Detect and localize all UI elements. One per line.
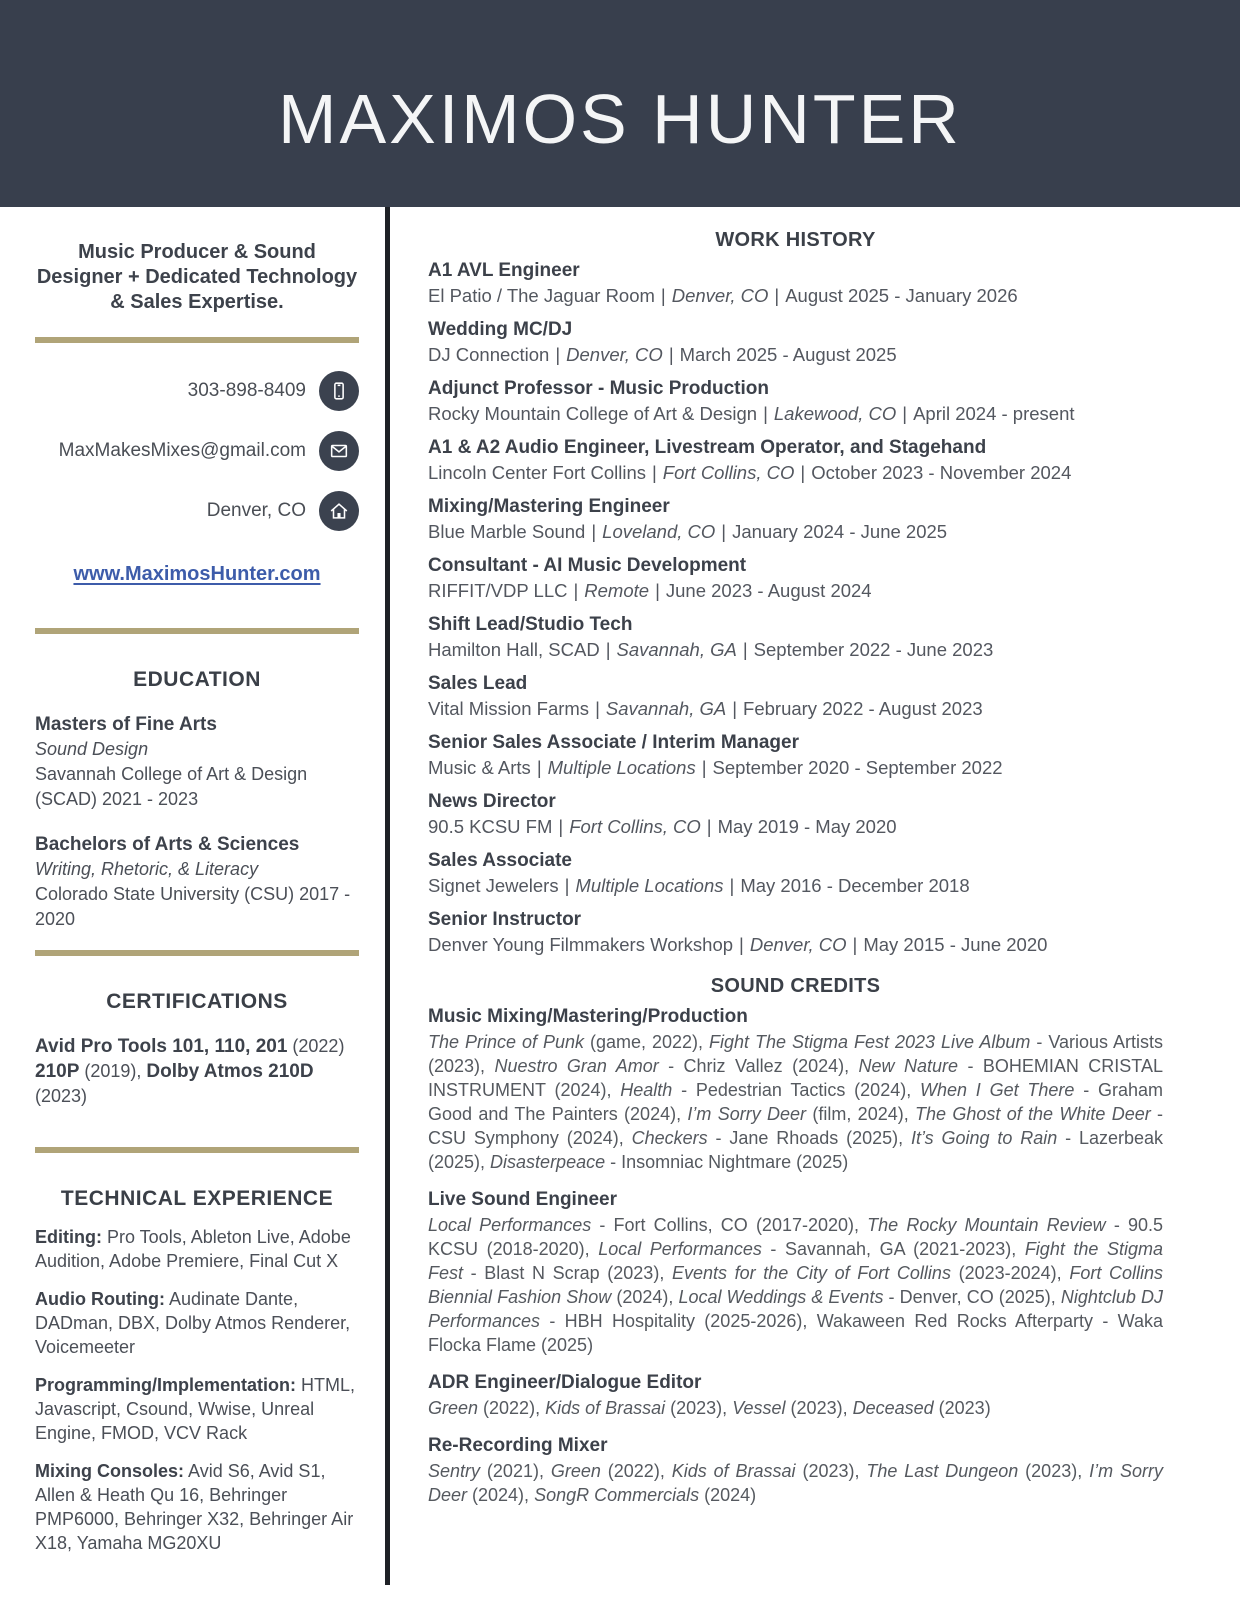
job-title: Senior Instructor (428, 909, 582, 930)
job-org: Vital Mission Farms (428, 698, 590, 719)
degree: Bachelors of Arts & Sciences (35, 834, 300, 855)
job-location: Savannah, GA (605, 698, 727, 719)
job-dates: September 2022 - June 2023 (753, 639, 994, 660)
website-link[interactable]: www.MaximosHunter.com (73, 563, 321, 585)
job-detail (428, 932, 1163, 957)
page-title: MAXIMOS HUNTER (278, 80, 962, 158)
home-icon (319, 491, 359, 531)
job-location: Loveland, CO (602, 521, 716, 542)
separator: | (902, 403, 908, 424)
separator: | (729, 875, 735, 896)
separator: | (721, 521, 727, 542)
credit-title: ADR Engineer/Dialogue Editor (428, 1372, 702, 1393)
job-org: Rocky Mountain College of Art & Design (428, 403, 758, 424)
credit-title: Music Mixing/Mastering/Production (428, 1006, 748, 1027)
tech-item-editing (35, 1225, 359, 1273)
job-entry (428, 671, 1163, 721)
field-of-study: Writing, Rhetoric, & Literacy (35, 859, 259, 879)
job-org: Music & Arts (428, 757, 531, 778)
tech-label: Audio Routing: (35, 1289, 165, 1309)
divider (35, 628, 359, 634)
job-location: Denver, CO (566, 344, 663, 365)
job-detail (428, 873, 1163, 898)
tech-text: Audinate Dante, DADman, DBX, Dolby Atmos Renderer, Voicemeeter (35, 1289, 351, 1357)
job-dates: October 2023 - November 2024 (811, 462, 1072, 483)
job-dates: April 2024 - present (913, 403, 1075, 424)
divider (35, 950, 359, 956)
separator: | (558, 816, 564, 837)
job-title: Wedding MC/DJ (428, 319, 573, 340)
job-detail (428, 519, 1163, 544)
separator: | (660, 285, 666, 306)
job-org: Signet Jewelers (428, 875, 559, 896)
phone-icon (319, 371, 359, 411)
certifications-text: Avid Pro Tools 101, 110, 201 (2022) 210P (2019), Dolby Atmos 210D (2023) (35, 1036, 345, 1106)
separator: | (701, 757, 707, 778)
tech-label: Programming/Implementation: (35, 1375, 297, 1395)
credit-section (428, 1370, 1163, 1420)
separator: | (564, 875, 570, 896)
job-entry (428, 848, 1163, 898)
phone-number: 303-898-8409 (187, 380, 306, 401)
job-entry (428, 553, 1163, 603)
location-text: Denver, CO (206, 500, 306, 521)
sidebar (0, 207, 385, 1585)
job-title: A1 AVL Engineer (428, 260, 580, 281)
separator: | (595, 698, 600, 719)
degree: Masters of Fine Arts (35, 714, 217, 735)
job-entry (428, 789, 1163, 839)
job-dates: March 2025 - August 2025 (679, 344, 897, 365)
job-detail (428, 637, 1163, 662)
job-dates: August 2025 - January 2026 (785, 285, 1018, 306)
job-title: Senior Sales Associate / Interim Manager (428, 732, 799, 753)
sound-credits-heading: SOUND CREDITS (710, 975, 881, 997)
credit-body: Sentry (2021), Green (2022), Kids of Brassai (2023), The Last Dungeon (2023), I’m Sorry Deer (2024), SongR Commercials (2024) (428, 1461, 1163, 1505)
separator: | (651, 462, 657, 483)
contact-list (35, 371, 359, 531)
separator: | (852, 934, 858, 955)
certifications-heading: CERTIFICATIONS (106, 990, 288, 1013)
field-of-study: Sound Design (35, 739, 149, 759)
tech-text: HTML, Javascript, Csound, Wwise, Unreal Engine, FMOD, VCV Rack (35, 1375, 356, 1443)
separator: | (668, 344, 674, 365)
job-entry (428, 258, 1163, 308)
job-org: El Patio / The Jaguar Room (428, 285, 655, 306)
separator: | (774, 285, 780, 306)
tech-label: Mixing Consoles: (35, 1461, 185, 1481)
contact-email (35, 431, 359, 471)
separator: | (739, 934, 744, 955)
credit-section (428, 1187, 1163, 1357)
job-entry (428, 907, 1163, 957)
job-title: Consultant - AI Music Development (428, 555, 747, 576)
separator: | (555, 344, 561, 365)
credit-body: The Prince of Punk (game, 2022), Fight The Stigma Fest 2023 Live Album - Various Artists (2023), Nuestro Gran Amor - Chriz Vallez (2024), New Nature - BOHEMIAN CRISTAL INSTRUMENT (2024), Health - Pedestrian Tactics (2024), When I Get There - Graham Good and The Painters (2024), I’m Sorry Deer (film, 2024), The Ghost of the White Deer - CSU Symphony (2024), Checkers - Jane Rhoads (2025), It’s Going to Rain - Lazerbeak (2025), Disasterpeace - Insomniac Nightmare (2025) (428, 1032, 1164, 1172)
tech-text: Pro Tools, Ableton Live, Adobe Audition, Adobe Premiere, Final Cut X (35, 1227, 351, 1271)
tech-item-programming (35, 1373, 359, 1445)
job-location: Savannah, GA (616, 639, 737, 660)
separator: | (742, 639, 748, 660)
credit-body: Green (2022), Kids of Brassai (2023), Vessel (2023), Deceased (2023) (428, 1398, 991, 1418)
work-history-heading: WORK HISTORY (715, 229, 876, 251)
job-org: 90.5 KCSU FM (428, 816, 553, 837)
job-detail (428, 283, 1163, 308)
divider (35, 1147, 359, 1153)
job-location: Lakewood, CO (773, 403, 897, 424)
job-org: Lincoln Center Fort Collins (428, 462, 646, 483)
job-title: Adjunct Professor - Music Production (428, 378, 769, 399)
separator: | (655, 580, 660, 601)
job-detail (428, 755, 1163, 780)
job-org: RIFFIT/VDP LLC (428, 580, 568, 601)
tech-item-mixing-consoles (35, 1459, 359, 1555)
job-title: Shift Lead/Studio Tech (428, 614, 633, 635)
divider (35, 337, 359, 343)
job-title: Sales Lead (428, 673, 528, 694)
job-entry (428, 494, 1163, 544)
separator: | (536, 757, 542, 778)
job-org: Hamilton Hall, SCAD (428, 639, 600, 660)
tech-label: Editing: (35, 1227, 102, 1247)
job-title: News Director (428, 791, 556, 812)
job-org: Blue Marble Sound (428, 521, 586, 542)
credit-title: Re-Recording Mixer (428, 1435, 608, 1456)
education-entry (35, 832, 359, 932)
job-dates: May 2016 - December 2018 (740, 875, 970, 896)
job-title: A1 & A2 Audio Engineer, Livestream Operator, and Stagehand (428, 437, 987, 458)
job-entry (428, 730, 1163, 780)
separator: | (605, 639, 611, 660)
job-location: Denver, CO (749, 934, 847, 955)
job-dates: June 2023 - August 2024 (665, 580, 872, 601)
separator: | (732, 698, 738, 719)
job-title: Sales Associate (428, 850, 572, 871)
technical-experience-heading: TECHNICAL EXPERIENCE (60, 1187, 334, 1210)
job-detail (428, 460, 1163, 485)
education-entry (35, 712, 359, 812)
contact-phone (35, 371, 359, 411)
job-dates: February 2022 - August 2023 (743, 698, 983, 719)
header-banner (0, 0, 1240, 207)
contact-location (35, 491, 359, 531)
education-heading: EDUCATION (133, 668, 261, 691)
separator: | (763, 403, 768, 424)
job-location: Denver, CO (671, 285, 769, 306)
job-detail (428, 578, 1163, 603)
job-title: Mixing/Mastering Engineer (428, 496, 670, 517)
tagline: Music Producer & Sound Designer + Dedicated Technology & Sales Expertise. (36, 241, 358, 313)
sound-credits-list (428, 1004, 1163, 1507)
school: Colorado State University (CSU) 2017 - 2020 (35, 884, 351, 929)
separator: | (591, 521, 597, 542)
page-body (0, 207, 1240, 1585)
school: Savannah College of Art & Design (SCAD) 2021 - 2023 (35, 764, 308, 809)
job-entry (428, 376, 1163, 426)
job-dates: May 2015 - June 2020 (863, 934, 1048, 955)
separator: | (706, 816, 712, 837)
separator: | (573, 580, 579, 601)
credit-body: Local Performances - Fort Collins, CO (2017-2020), The Rocky Mountain Review - 90.5 KCSU (2018-2020), Local Performances - Savannah, GA (2021-2023), Fight the Stigma Fest - Blast N Scrap (2023), Events for the City of Fort Collins (2023-2024), Fort Collins Biennial Fashion Show (2024), Local Weddings & Events - Denver, CO (2025), Nightclub DJ Performances - HBH Hospitality (2025-2026), Wakaween Red Rocks Afterparty - Waka Flocka Flame (2025) (428, 1215, 1163, 1355)
job-dates: September 2020 - September 2022 (712, 757, 1003, 778)
credit-title: Live Sound Engineer (428, 1189, 617, 1210)
job-entry (428, 612, 1163, 662)
credit-section (428, 1433, 1163, 1507)
job-location: Multiple Locations (575, 875, 724, 896)
job-entry (428, 435, 1163, 485)
job-org: DJ Connection (428, 344, 550, 365)
job-detail (428, 814, 1163, 839)
job-entry (428, 317, 1163, 367)
tech-item-audio-routing (35, 1287, 359, 1359)
job-org: Denver Young Filmmakers Workshop (428, 934, 734, 955)
work-history-list (428, 258, 1163, 957)
job-location: Remote (584, 580, 650, 601)
job-location: Multiple Locations (547, 757, 696, 778)
email-icon (319, 431, 359, 471)
job-detail (428, 401, 1163, 426)
job-detail (428, 342, 1163, 367)
main-column (390, 207, 1240, 1585)
job-dates: May 2019 - May 2020 (717, 816, 897, 837)
email-address: MaxMakesMixes@gmail.com (58, 440, 306, 461)
job-detail (428, 696, 1163, 721)
job-location: Fort Collins, CO (569, 816, 701, 837)
separator: | (800, 462, 806, 483)
tech-text: Avid S6, Avid S1, Allen & Heath Qu 16, Behringer PMP6000, Behringer X32, Behringer Air X18, Yamaha MG20XU (35, 1461, 354, 1553)
job-location: Fort Collins, CO (662, 462, 795, 483)
job-dates: January 2024 - June 2025 (732, 521, 948, 542)
credit-section (428, 1004, 1163, 1174)
